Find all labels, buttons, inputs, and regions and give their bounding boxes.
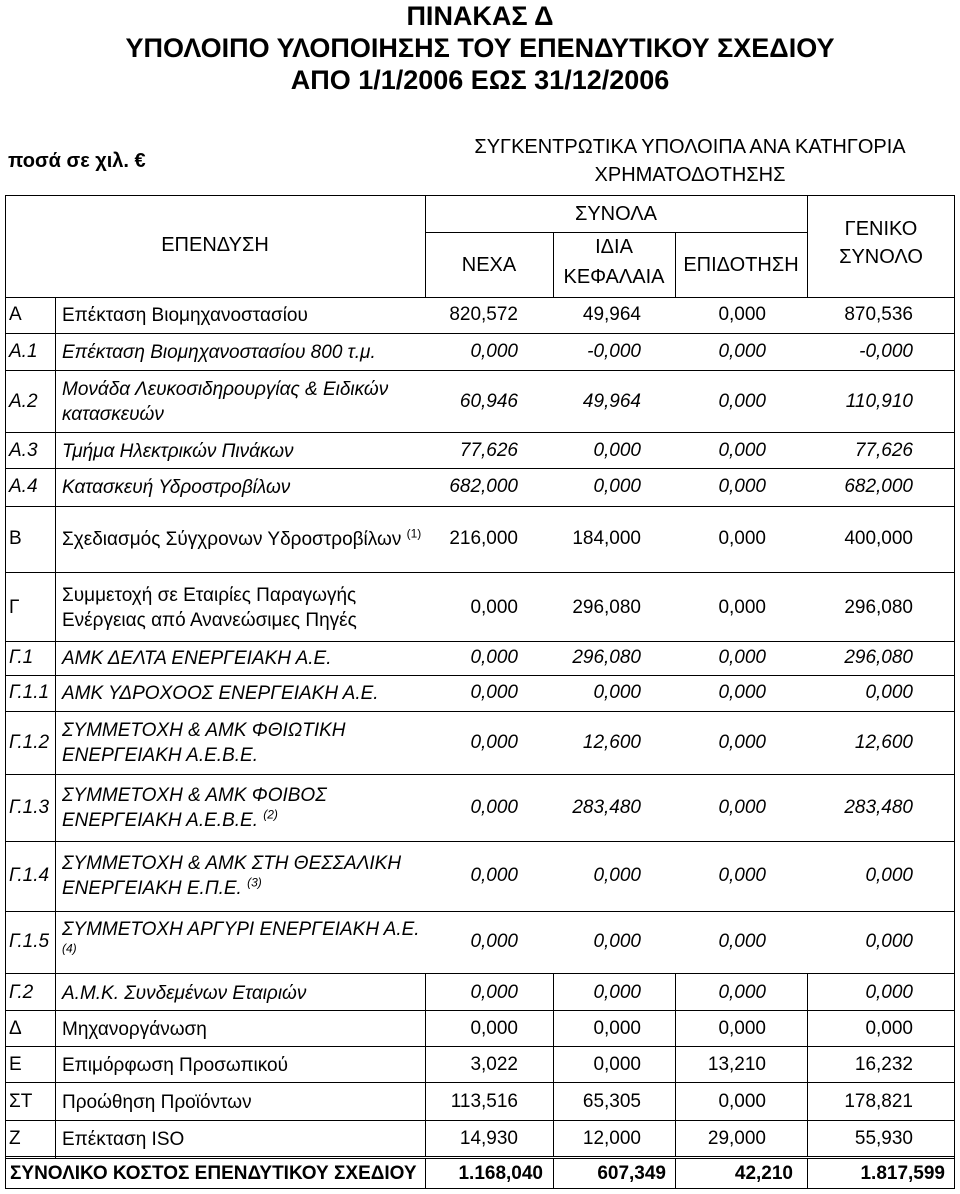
- row-description: [62, 1012, 424, 1046]
- value-column-divider: [425, 1045, 426, 1082]
- row-description-text-part: ΕΝΕΡΓΕΙΑΚΗ Α.Ε.Β.Ε.: [62, 810, 258, 831]
- page-subtitle: ΥΠΟΛΟΙΠΟ ΥΛΟΠΟΙΗΣΗΣ ΤΟΥ ΕΠΕΝΔΥΤΙΚΟΥ ΣΧΕΔΙΟΥ: [125, 33, 835, 63]
- row-nexa-value: 0,000: [470, 682, 518, 703]
- row-description: [62, 372, 424, 431]
- row-subsidy-value: 0,000: [718, 476, 766, 497]
- row-subsidy-value: 0,000: [718, 1018, 766, 1039]
- row-description-line: Α.Μ.Κ. Συνδεμένων Εταιριών: [62, 982, 307, 1004]
- page-title: ΠΙΝΑΚΑΣ Δ: [406, 1, 554, 31]
- row-subsidy-value: 0,000: [718, 931, 766, 952]
- row-code: Γ.1.1: [9, 682, 50, 703]
- row-description-text: [62, 1053, 288, 1078]
- table-left-border: [5, 195, 6, 1188]
- row-description-text: [62, 475, 290, 500]
- row-description-text-part: ΕΝΕΡΓΕΙΑΚΗ Ε.Π.Ε.: [62, 878, 242, 899]
- footnote-marker: (3): [247, 875, 262, 890]
- row-own-funds-value: 12,000: [582, 1128, 641, 1149]
- row-description-text: [62, 303, 308, 328]
- row-subsidy-value: 13,210: [707, 1054, 766, 1075]
- row-description-line: Επέκταση ISO: [62, 1128, 185, 1150]
- value-column-divider: [675, 1119, 676, 1156]
- category-heading-line1: ΣΥΓΚΕΝΤΡΩΤΙΚΑ ΥΠΟΛΟΙΠΑ ΑΝΑ ΚΑΤΗΓΟΡΙΑ: [474, 136, 906, 158]
- row-description-line: Τμήμα Ηλεκτρικών Πινάκων: [62, 440, 294, 462]
- value-column-divider: [425, 1119, 426, 1156]
- row-description-text: [62, 646, 332, 671]
- row-description: [62, 522, 424, 556]
- table-right-border: [954, 195, 955, 1188]
- row-nexa-value: 3,022: [470, 1054, 518, 1075]
- row-subsidy-value: 29,000: [707, 1128, 766, 1149]
- row-description-text: [62, 718, 346, 768]
- row-own-funds-value: 0,000: [593, 865, 641, 886]
- row-description-line: Μηχανοργάνωση: [62, 1018, 207, 1040]
- row-code: Γ.2: [9, 982, 34, 1003]
- value-column-divider: [553, 1045, 554, 1082]
- row-description-text-part: κατασκευών: [62, 403, 164, 425]
- value-column-divider: [425, 1081, 426, 1120]
- value-column-divider: [807, 1009, 808, 1046]
- row-grand-total-value: -0,000: [859, 341, 913, 362]
- row-grand-total-value: 0,000: [865, 865, 913, 886]
- value-column-divider: [675, 1009, 676, 1046]
- row-nexa-value: 682,000: [449, 476, 518, 497]
- row-subsidy-value: 0,000: [718, 304, 766, 325]
- row-description-text: [62, 527, 421, 552]
- row-code: Γ.1: [9, 647, 34, 668]
- row-description-line: ΣΥΜΜΕΤΟΧΗ & ΑΜΚ ΣΤΗ ΘΕΣΣΑΛΙΚΗ: [62, 853, 402, 874]
- row-grand-total-value: 283,480: [844, 797, 913, 818]
- row-separator: [5, 572, 955, 573]
- footnote-marker: (1): [406, 526, 422, 541]
- row-description: [62, 919, 424, 960]
- row-separator: [5, 1010, 955, 1011]
- row-separator: [5, 506, 955, 507]
- row-nexa-value: 113,516: [450, 1091, 518, 1112]
- row-grand-total-value: 0,000: [865, 931, 913, 952]
- row-description-text: [62, 1090, 252, 1115]
- row-grand-total-value: 0,000: [865, 982, 913, 1003]
- row-description-line: ΣΥΜΜΕΤΟΧΗ & ΑΜΚ ΦΘΙΩΤΙΚΗ: [62, 719, 346, 741]
- row-grand-total-value: 55,930: [854, 1128, 913, 1149]
- row-description: [62, 1048, 424, 1082]
- row-grand-total-value: 296,080: [844, 597, 913, 618]
- row-own-funds-value: 12,600: [582, 731, 641, 753]
- header-own-funds: ΙΔΙΑ: [595, 235, 633, 258]
- row-description-text: [62, 1127, 184, 1152]
- row-description-text: [62, 851, 401, 901]
- row-grand-total-value: 178,821: [844, 1091, 913, 1112]
- row-description-text: [62, 583, 357, 633]
- row-grand-total-value: 0,000: [865, 682, 913, 703]
- row-description: [62, 843, 424, 909]
- row-grand-total-value: 870,536: [844, 304, 913, 325]
- row-description: [62, 776, 424, 840]
- row-own-funds-value: 49,964: [582, 390, 641, 412]
- row-separator: [5, 973, 955, 974]
- row-description-line: ΣΥΜΜΕΤΟΧΗ & ΑΜΚ ΦΟΙΒΟΣ: [62, 785, 327, 806]
- row-description-line: [62, 527, 421, 552]
- row-subsidy-value: 0,000: [718, 597, 766, 618]
- row-code: Γ.1.5: [9, 931, 50, 952]
- total-nexa: 1.168,040: [458, 1162, 543, 1184]
- row-nexa-value: 0,000: [470, 731, 518, 753]
- value-column-divider: [425, 973, 426, 1010]
- header-grand-total: ΓΕΝΙΚΟ: [844, 217, 918, 240]
- row-description: [62, 335, 424, 369]
- row-code: Ζ: [9, 1128, 21, 1149]
- total-grand-total: 1.817,599: [860, 1162, 945, 1184]
- row-separator: [5, 911, 955, 912]
- row-description-line: [62, 917, 424, 967]
- row-code: Α.4: [9, 476, 38, 497]
- row-description: [62, 677, 424, 709]
- row-description-line: Επέκταση Βιομηχανοστασίου: [62, 304, 308, 326]
- row-separator: [5, 1120, 955, 1121]
- period-line: ΑΠΟ 1/1/2006 ΕΩΣ 31/12/2006: [290, 65, 670, 95]
- row-description: [62, 1084, 424, 1120]
- row-subsidy-value: 0,000: [718, 797, 766, 818]
- row-description-text: [62, 783, 327, 833]
- value-column-divider: [675, 1081, 676, 1120]
- row-subsidy-value: 0,000: [718, 682, 766, 703]
- row-own-funds-value: 65,305: [582, 1091, 641, 1112]
- value-column-divider: [553, 973, 554, 1010]
- row-description: [62, 976, 424, 1010]
- row-own-funds-value: 0,000: [593, 982, 641, 1003]
- row-separator: [5, 641, 955, 642]
- row-code: Γ.1.3: [9, 797, 50, 818]
- row-description-line: Κατασκευή Υδροστροβίλων: [62, 476, 291, 498]
- row-own-funds-value: 296,080: [572, 647, 641, 668]
- row-own-funds-value: 296,080: [572, 597, 641, 618]
- footnote-marker: (4): [62, 941, 77, 956]
- row-subsidy-value: 0,000: [718, 982, 766, 1003]
- row-separator: [5, 432, 955, 433]
- value-column-divider: [553, 1081, 554, 1120]
- row-own-funds-value: 0,000: [593, 1054, 641, 1075]
- row-separator: [5, 333, 955, 334]
- table-bottom-border: [5, 1188, 955, 1189]
- row-grand-total-value: 296,080: [844, 647, 913, 668]
- row-own-funds-value: 0,000: [593, 1018, 641, 1039]
- value-column-divider: [553, 1009, 554, 1046]
- row-description-line: ΑΜΚ ΔΕΛΤΑ ΕΝΕΡΓΕΙΑΚΗ Α.Ε.: [62, 647, 332, 669]
- row-separator: [5, 774, 955, 775]
- row-nexa-value: 0,000: [470, 865, 518, 886]
- row-own-funds-value: 184,000: [572, 528, 641, 549]
- row-description-text: [62, 377, 388, 427]
- row-nexa-value: 60,946: [459, 390, 518, 412]
- value-column-divider: [807, 1119, 808, 1156]
- total-own-funds: 607,349: [597, 1162, 666, 1184]
- row-separator: [5, 1156, 955, 1157]
- value-column-divider: [675, 973, 676, 1010]
- row-code: ΣΤ: [9, 1091, 33, 1112]
- row-subsidy-value: 0,000: [718, 731, 766, 753]
- row-own-funds-value: 0,000: [593, 440, 641, 461]
- row-description-line: [62, 876, 401, 901]
- row-grand-total-value: 400,000: [844, 528, 913, 549]
- header-investment: ΕΠΕΝΔΥΣΗ: [161, 233, 269, 256]
- value-column-divider: [425, 1009, 426, 1046]
- value-column-divider: [675, 1045, 676, 1082]
- header-subsidy: ΕΠΙΔΟΤΗΣΗ: [683, 253, 799, 276]
- row-description-text: [62, 981, 306, 1006]
- row-description-text-part: Ενέργειας από Ανανεώσιμες Πηγές: [62, 610, 357, 631]
- value-column-divider: [553, 1119, 554, 1156]
- row-description: [62, 470, 424, 504]
- row-description: [62, 713, 424, 772]
- row-separator: [5, 675, 955, 676]
- row-description-text-part: ΕΝΕΡΓΕΙΑΚΗ Α.Ε.Β.Ε.: [62, 744, 258, 766]
- row-description-line: [62, 743, 346, 768]
- row-description: [62, 1122, 424, 1156]
- row-code: Α.1: [9, 341, 38, 362]
- header-nexa: ΝΕΧΑ: [461, 253, 517, 276]
- row-separator: [5, 370, 955, 371]
- row-description-line: ΑΜΚ ΥΔΡΟΧΟΟΣ ΕΝΕΡΓΕΙΑΚΗ Α.Ε.: [62, 682, 379, 704]
- row-description-text: [62, 917, 424, 967]
- row-nexa-value: 0,000: [470, 341, 518, 362]
- row-subsidy-value: 0,000: [718, 528, 766, 549]
- row-nexa-value: 820,572: [449, 304, 518, 325]
- row-own-funds-value: 283,480: [572, 797, 641, 818]
- row-nexa-value: 0,000: [470, 1018, 518, 1039]
- row-grand-total-value: 682,000: [844, 476, 913, 497]
- row-grand-total-value: 110,910: [845, 390, 913, 412]
- row-description: [62, 577, 424, 639]
- row-description-text: [62, 1017, 207, 1042]
- row-code: Γ.1.2: [9, 731, 50, 753]
- value-column-divider: [807, 1081, 808, 1120]
- row-own-funds-value: 0,000: [593, 476, 641, 497]
- row-description-text: [62, 340, 376, 365]
- row-separator: [5, 1082, 955, 1083]
- row-description-text-part: ΣΥΜΜΕΤΟΧΗ ΑΡΓΥΡΙ ΕΝΕΡΓΕΙΑΚΗ Α.Ε.: [62, 919, 420, 940]
- row-code: Β: [9, 528, 22, 549]
- row-description-line: [62, 808, 327, 833]
- row-description-line: Μονάδα Λευκοσιδηρουργίας & Ειδικών: [62, 378, 389, 400]
- row-description-text: [62, 439, 294, 464]
- row-nexa-value: 0,000: [470, 797, 518, 818]
- row-code: Α: [9, 304, 22, 325]
- row-description: [62, 298, 424, 332]
- row-subsidy-value: 0,000: [718, 865, 766, 886]
- header-own-funds: ΚΕΦΑΛΑΙΑ: [563, 265, 665, 288]
- row-subsidy-value: 0,000: [718, 390, 766, 412]
- row-own-funds-value: -0,000: [587, 341, 641, 362]
- row-description-line: Επιμόρφωση Προσωπικού: [62, 1054, 288, 1076]
- row-description: [62, 643, 424, 673]
- value-column-divider: [807, 1045, 808, 1082]
- row-nexa-value: 77,626: [459, 440, 518, 461]
- code-column-divider: [55, 297, 56, 1158]
- row-subsidy-value: 0,000: [718, 1091, 766, 1112]
- row-description-line: Προώθηση Προϊόντων: [62, 1091, 252, 1113]
- row-grand-total-value: 12,600: [854, 731, 913, 753]
- category-heading-line2: ΧΡΗΜΑΤΟΔΟΤΗΣΗΣ: [594, 164, 786, 186]
- row-separator: [5, 1046, 955, 1047]
- row-separator: [5, 468, 955, 469]
- row-description-line: [62, 402, 388, 427]
- row-description-line: Επέκταση Βιομηχανοστασίου 800 τ.μ.: [62, 341, 376, 363]
- row-subsidy-value: 0,000: [718, 341, 766, 362]
- footnote-marker: (2): [263, 807, 278, 822]
- row-grand-total-value: 77,626: [854, 440, 913, 461]
- value-column-divider: [807, 973, 808, 1010]
- header-totals-group: ΣΥΝΟΛΑ: [574, 202, 658, 225]
- row-own-funds-value: 0,000: [593, 682, 641, 703]
- header-grand-total: ΣΥΝΟΛΟ: [839, 245, 923, 268]
- row-nexa-value: 14,930: [459, 1128, 518, 1149]
- row-nexa-value: 0,000: [470, 597, 518, 618]
- row-nexa-value: 0,000: [470, 647, 518, 668]
- row-separator: [5, 711, 955, 712]
- row-description-line: [62, 608, 357, 633]
- row-description-text-part: Σχεδιασμός Σύγχρονων Υδροστροβίλων: [62, 528, 402, 550]
- row-nexa-value: 0,000: [470, 931, 518, 952]
- row-code: Δ: [9, 1018, 22, 1039]
- row-nexa-value: 216,000: [449, 528, 518, 549]
- row-code: Γ.1.4: [9, 865, 50, 886]
- row-own-funds-value: 49,964: [582, 304, 641, 325]
- row-description-line: Συμμετοχή σε Εταιρίες Παραγωγής: [62, 585, 357, 606]
- row-subsidy-value: 0,000: [718, 440, 766, 461]
- row-own-funds-value: 0,000: [593, 931, 641, 952]
- unit-label: ποσά σε χιλ. €: [8, 150, 146, 172]
- row-grand-total-value: 16,232: [854, 1054, 913, 1075]
- row-code: Α.2: [9, 390, 38, 412]
- row-separator: [5, 841, 955, 842]
- row-description-text: [62, 681, 379, 706]
- row-nexa-value: 0,000: [470, 982, 518, 1003]
- row-code: Ε: [9, 1054, 22, 1075]
- row-subsidy-value: 0,000: [718, 647, 766, 668]
- row-grand-total-value: 0,000: [865, 1018, 913, 1039]
- row-description: [62, 434, 424, 468]
- row-code: Α.3: [9, 440, 38, 461]
- row-code: Γ: [9, 597, 20, 618]
- total-subsidy: 42,210: [734, 1162, 793, 1184]
- total-row-label: ΣΥΝΟΛΙΚΟ ΚΟΣΤΟΣ ΕΠΕΝΔΥΤΙΚΟΥ ΣΧΕΔΙΟΥ: [10, 1162, 417, 1184]
